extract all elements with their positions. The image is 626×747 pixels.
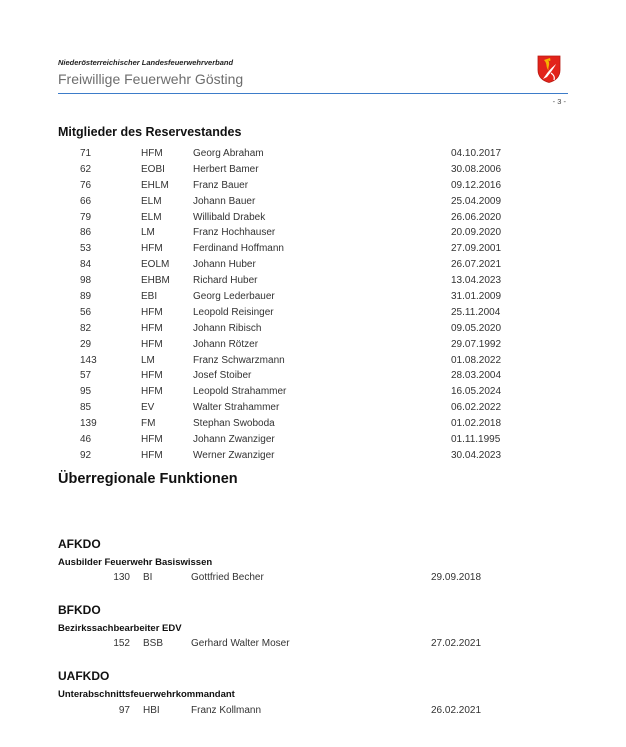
member-rank: EV [141,402,155,414]
member-number: 76 [80,179,92,191]
header-title: Freiwillige Feuerwehr Gösting [58,71,244,87]
function-title: Unterabschnittsfeuerwehrkommandant [58,689,235,700]
member-name: Leopold Reisinger [193,306,274,318]
member-number: 152 [113,638,130,649]
list-item [0,289,626,305]
member-date: 29.09.2018 [431,572,482,583]
member-name: Stephan Swoboda [193,418,275,430]
list-item [0,368,626,384]
member-rank: HFM [141,148,163,159]
member-number: 62 [80,163,92,175]
member-number: 53 [80,243,92,255]
member-date: 26.07.2021 [451,259,502,271]
header-organization: Niederösterreichischer Landesfeuerwehrverband [58,58,234,67]
list-item [0,225,626,241]
reserve-section-title: Mitglieder des Reservestandes [58,125,242,139]
member-number: 57 [80,370,92,382]
member-number: 71 [80,148,92,159]
member-date: 09.12.2016 [451,179,502,191]
function-title: Bezirkssachbearbeiter EDV [58,623,182,634]
member-number: 46 [80,434,92,446]
member-number: 130 [113,572,130,583]
list-item [0,337,626,353]
function-member-row [0,638,626,652]
member-rank: FM [141,418,156,430]
member-name: Walter Strahammer [193,402,280,414]
member-name: Johann Zwanziger [193,434,275,446]
member-number: 66 [80,195,92,207]
member-date: 20.09.2020 [451,227,502,239]
member-rank: BSB [143,638,164,649]
member-rank: EHBM [141,275,170,287]
function-member-row [0,572,626,586]
list-item [0,400,626,416]
member-number: 92 [80,449,92,461]
member-name: Richard Huber [193,275,258,287]
member-name: Willibald Drabek [193,211,266,223]
member-date: 26.02.2021 [431,705,482,716]
member-name: Georg Lederbauer [193,291,275,303]
member-rank: HFM [141,386,163,398]
member-rank: BI [143,572,153,583]
member-number: 82 [80,322,92,334]
member-date: 25.04.2009 [451,195,502,207]
member-name: Franz Kollmann [191,705,262,716]
list-item [0,448,626,464]
member-name: Ferdinand Hoffmann [193,243,284,255]
list-item [0,432,626,448]
member-number: 95 [80,386,92,398]
member-rank: HFM [141,370,163,382]
member-date: 16.05.2024 [451,386,502,398]
member-date: 31.01.2009 [451,291,502,303]
member-date: 25.11.2004 [451,306,501,318]
list-item [0,241,626,257]
member-rank: HFM [141,243,163,255]
member-date: 01.11.1995 [451,434,501,446]
member-date: 01.02.2018 [451,418,502,430]
member-date: 26.06.2020 [451,211,502,223]
list-item [0,273,626,289]
member-name: Johann Rötzer [193,338,259,350]
member-name: Leopold Strahammer [193,386,287,398]
list-item [0,321,626,337]
member-number: 89 [80,291,92,303]
member-date: 28.03.2004 [451,370,502,382]
member-name: Gottfried Becher [191,572,264,583]
member-number: 85 [80,402,92,414]
member-name: Johann Huber [193,259,256,271]
member-rank: EHLM [141,179,169,191]
member-number: 56 [80,306,92,318]
member-rank: HFM [141,434,163,446]
member-date: 30.08.2006 [451,163,502,175]
member-number: 86 [80,227,92,239]
list-item [0,416,626,432]
member-rank: LM [141,227,155,239]
member-name: Werner Zwanziger [193,449,275,461]
header-rule [58,93,568,94]
member-rank: HFM [141,322,163,334]
member-name: Herbert Bamer [193,163,259,175]
fire-brigade-emblem-icon [537,55,561,83]
member-name: Josef Stoiber [193,370,252,382]
member-number: 143 [80,354,97,366]
member-rank: HFM [141,449,163,461]
member-number: 84 [80,259,92,271]
member-name: Gerhard Walter Moser [191,638,290,649]
member-date: 29.07.1992 [451,338,502,350]
member-date: 27.02.2021 [431,638,482,649]
org-heading: UAFKDO [58,669,110,683]
member-name: Johann Ribisch [193,322,262,334]
member-date: 01.08.2022 [451,354,502,366]
list-item [0,178,626,194]
regional-functions-heading: Überregionale Funktionen [58,471,238,487]
list-item [0,257,626,273]
org-heading: BFKDO [58,603,101,617]
member-rank: ELM [141,211,162,223]
member-name: Georg Abraham [193,148,264,159]
list-item [0,384,626,400]
list-item [0,305,626,321]
member-date: 04.10.2017 [451,148,502,159]
list-item [0,162,626,178]
member-number: 97 [118,705,130,716]
member-name: Johann Bauer [193,195,256,207]
member-rank: HBI [143,705,160,716]
member-name: Franz Schwarzmann [193,354,285,366]
member-rank: EBI [141,291,158,303]
member-number: 98 [80,275,92,287]
member-date: 13.04.2023 [451,275,502,287]
page-number: - 3 - [552,97,566,106]
member-name: Franz Hochhauser [193,227,276,239]
list-item [0,353,626,369]
member-rank: EOBI [141,163,165,175]
member-rank: LM [141,354,155,366]
member-rank: EOLM [141,259,170,271]
member-number: 29 [80,338,92,350]
member-number: 79 [80,211,92,223]
member-name: Franz Bauer [193,179,249,191]
list-item [0,146,626,162]
member-rank: HFM [141,306,163,318]
member-number: 139 [80,418,97,430]
function-member-row [0,705,626,719]
member-rank: ELM [141,195,162,207]
function-title: Ausbilder Feuerwehr Basiswissen [58,557,213,568]
member-date: 06.02.2022 [451,402,502,414]
list-item [0,210,626,226]
reserve-member-list [0,146,626,464]
member-date: 30.04.2023 [451,449,502,461]
member-date: 27.09.2001 [451,243,502,255]
list-item [0,194,626,210]
org-heading: AFKDO [58,537,101,551]
member-date: 09.05.2020 [451,322,502,334]
member-rank: HFM [141,338,163,350]
